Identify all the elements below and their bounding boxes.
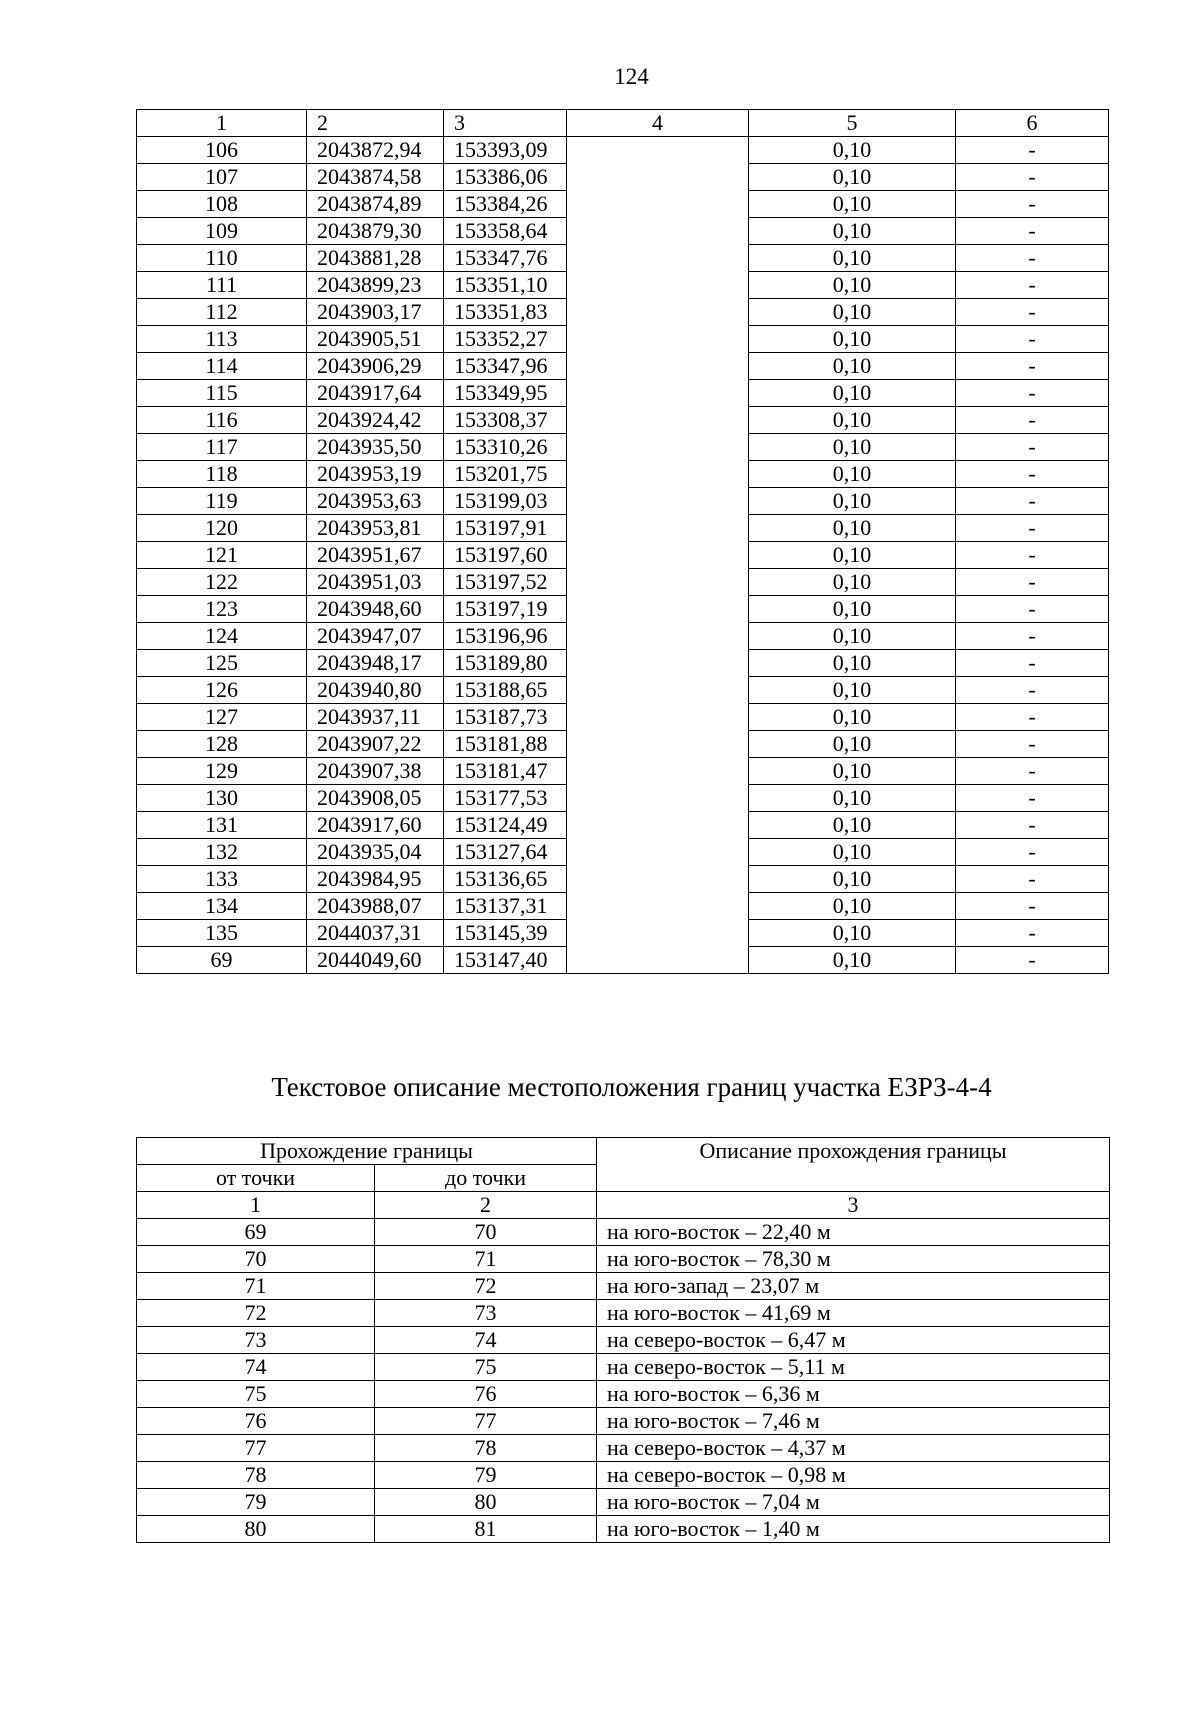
table-row <box>137 1462 1110 1489</box>
table-cell: 153310,26 <box>444 434 567 461</box>
table-cell <box>567 515 749 542</box>
coord-header-row <box>137 110 1109 137</box>
table-cell: 0,10 <box>749 785 956 812</box>
table-row <box>137 785 1109 812</box>
table-row <box>137 731 1109 758</box>
table-cell: 71 <box>137 1273 375 1300</box>
table-cell <box>567 380 749 407</box>
table-cell: 0,10 <box>749 569 956 596</box>
table-cell: 2043872,94 <box>307 137 444 164</box>
table-cell <box>567 353 749 380</box>
table-cell: 153197,52 <box>444 569 567 596</box>
table-row <box>137 353 1109 380</box>
table-cell: 153137,31 <box>444 893 567 920</box>
table-cell: - <box>956 461 1109 488</box>
table-cell: 153188,65 <box>444 677 567 704</box>
table-row <box>137 461 1109 488</box>
table-row <box>137 434 1109 461</box>
table-row <box>137 1381 1110 1408</box>
table-row <box>137 866 1109 893</box>
table-cell <box>567 245 749 272</box>
table-cell: - <box>956 245 1109 272</box>
table-cell: 153189,80 <box>444 650 567 677</box>
table-cell: 73 <box>375 1300 597 1327</box>
desc-header-row <box>137 1138 1110 1165</box>
table-cell: 153124,49 <box>444 812 567 839</box>
table-row <box>137 812 1109 839</box>
table-cell: 2043917,60 <box>307 812 444 839</box>
table-row <box>137 704 1109 731</box>
table-cell: 70 <box>137 1246 375 1273</box>
table-row <box>137 1219 1110 1246</box>
table-cell: 2043951,03 <box>307 569 444 596</box>
table-cell: 115 <box>137 380 307 407</box>
table-row <box>137 1246 1110 1273</box>
table-cell: 110 <box>137 245 307 272</box>
table-row <box>137 1408 1110 1435</box>
table-row <box>137 623 1109 650</box>
header-cell: 1 <box>137 110 307 137</box>
table-row <box>137 1273 1110 1300</box>
table-row <box>137 245 1109 272</box>
table-cell: 0,10 <box>749 893 956 920</box>
table-cell: - <box>956 164 1109 191</box>
table-cell <box>567 785 749 812</box>
header-boundary-passage: Прохождение границы <box>137 1138 597 1165</box>
table-row <box>137 299 1109 326</box>
table-row <box>137 164 1109 191</box>
table-cell: 2043988,07 <box>307 893 444 920</box>
table-cell <box>567 704 749 731</box>
table-cell: 130 <box>137 785 307 812</box>
table-cell: 109 <box>137 218 307 245</box>
table-cell: 2043907,38 <box>307 758 444 785</box>
table-cell: 0,10 <box>749 326 956 353</box>
table-cell: 153351,83 <box>444 299 567 326</box>
table-cell <box>567 947 749 974</box>
table-cell: 106 <box>137 137 307 164</box>
table-cell: 107 <box>137 164 307 191</box>
table-cell: 123 <box>137 596 307 623</box>
table-row <box>137 1489 1110 1516</box>
table-cell: - <box>956 812 1109 839</box>
table-cell: на северо-восток – 6,47 м <box>597 1327 1110 1354</box>
table-cell: 2043874,58 <box>307 164 444 191</box>
table-cell: - <box>956 785 1109 812</box>
table-cell: 0,10 <box>749 947 956 974</box>
table-cell: 78 <box>137 1462 375 1489</box>
table-cell: 153347,96 <box>444 353 567 380</box>
table-cell: 153177,53 <box>444 785 567 812</box>
table-cell: 0,10 <box>749 191 956 218</box>
table-row <box>137 326 1109 353</box>
table-cell: 153197,91 <box>444 515 567 542</box>
header-cell: 5 <box>749 110 956 137</box>
table-cell: - <box>956 569 1109 596</box>
colnum-cell: 2 <box>375 1192 597 1219</box>
table-cell: 80 <box>375 1489 597 1516</box>
table-cell: 2043948,17 <box>307 650 444 677</box>
table-cell: 2044037,31 <box>307 920 444 947</box>
table-cell: - <box>956 488 1109 515</box>
table-cell: 153145,39 <box>444 920 567 947</box>
table-cell: 153147,40 <box>444 947 567 974</box>
table-row <box>137 407 1109 434</box>
table-cell <box>567 461 749 488</box>
table-row <box>137 191 1109 218</box>
table-row <box>137 920 1109 947</box>
table-row <box>137 1327 1110 1354</box>
table-cell: - <box>956 758 1109 785</box>
table-cell: 69 <box>137 947 307 974</box>
table-cell: на юго-запад – 23,07 м <box>597 1273 1110 1300</box>
table-cell: 75 <box>375 1354 597 1381</box>
table-cell: 133 <box>137 866 307 893</box>
table-cell: 153351,10 <box>444 272 567 299</box>
table-row <box>137 272 1109 299</box>
table-cell: - <box>956 407 1109 434</box>
table-cell: 153197,19 <box>444 596 567 623</box>
table-cell: 79 <box>375 1462 597 1489</box>
table-cell: 2043908,05 <box>307 785 444 812</box>
table-cell <box>567 542 749 569</box>
table-row <box>137 839 1109 866</box>
table-cell: 2043905,51 <box>307 326 444 353</box>
table-cell: 128 <box>137 731 307 758</box>
table-cell: 2043935,50 <box>307 434 444 461</box>
table-cell: - <box>956 515 1109 542</box>
table-cell: 0,10 <box>749 272 956 299</box>
table-cell: на юго-восток – 6,36 м <box>597 1381 1110 1408</box>
table-cell <box>567 191 749 218</box>
table-cell: - <box>956 893 1109 920</box>
table-cell: 69 <box>137 1219 375 1246</box>
table-cell: - <box>956 353 1109 380</box>
table-cell: - <box>956 137 1109 164</box>
table-cell <box>567 488 749 515</box>
table-cell: 0,10 <box>749 407 956 434</box>
table-cell: 113 <box>137 326 307 353</box>
table-cell: 153358,64 <box>444 218 567 245</box>
table-cell <box>567 569 749 596</box>
table-cell: 2043906,29 <box>307 353 444 380</box>
table-cell: 0,10 <box>749 353 956 380</box>
table-cell: 125 <box>137 650 307 677</box>
table-cell: 0,10 <box>749 137 956 164</box>
table-cell: - <box>956 596 1109 623</box>
table-cell: 72 <box>137 1300 375 1327</box>
table-cell: 0,10 <box>749 380 956 407</box>
table-cell: 70 <box>375 1219 597 1246</box>
table-row <box>137 893 1109 920</box>
header-cell: 2 <box>307 110 444 137</box>
table-row <box>137 1516 1110 1543</box>
table-cell: 76 <box>137 1408 375 1435</box>
table-cell: - <box>956 326 1109 353</box>
header-boundary-description: Описание прохождения границы <box>597 1138 1110 1192</box>
table-row <box>137 137 1109 164</box>
table-cell <box>567 137 749 164</box>
table-cell: 2043953,19 <box>307 461 444 488</box>
table-cell: - <box>956 218 1109 245</box>
table-cell <box>567 866 749 893</box>
table-cell: на юго-восток – 78,30 м <box>597 1246 1110 1273</box>
table-cell: 124 <box>137 623 307 650</box>
table-cell: - <box>956 677 1109 704</box>
table-cell: 2043953,81 <box>307 515 444 542</box>
table-cell: 153136,65 <box>444 866 567 893</box>
table-cell: 153386,06 <box>444 164 567 191</box>
table-cell: 0,10 <box>749 245 956 272</box>
table-cell: - <box>956 272 1109 299</box>
table-cell: 2043948,60 <box>307 596 444 623</box>
desc-colnum-row <box>137 1192 1110 1219</box>
table-cell: 122 <box>137 569 307 596</box>
table-cell: 153308,37 <box>444 407 567 434</box>
table-cell: 72 <box>375 1273 597 1300</box>
table-cell <box>567 326 749 353</box>
table-cell: 2043917,64 <box>307 380 444 407</box>
table-cell <box>567 434 749 461</box>
table-cell <box>567 677 749 704</box>
table-cell: 79 <box>137 1489 375 1516</box>
table-cell: 0,10 <box>749 434 956 461</box>
table-cell: 135 <box>137 920 307 947</box>
table-cell: 153201,75 <box>444 461 567 488</box>
table-cell: 0,10 <box>749 704 956 731</box>
table-cell: - <box>956 191 1109 218</box>
table-cell: 74 <box>375 1327 597 1354</box>
table-cell: 0,10 <box>749 839 956 866</box>
table-cell: 0,10 <box>749 677 956 704</box>
table-cell: 2043879,30 <box>307 218 444 245</box>
table-row <box>137 488 1109 515</box>
table-cell: 153199,03 <box>444 488 567 515</box>
table-row <box>137 1435 1110 1462</box>
table-cell <box>567 164 749 191</box>
table-cell: 2043899,23 <box>307 272 444 299</box>
table-cell <box>567 731 749 758</box>
table-row <box>137 1300 1110 1327</box>
table-cell: 2043924,42 <box>307 407 444 434</box>
table-cell: на северо-восток – 5,11 м <box>597 1354 1110 1381</box>
table-row <box>137 515 1109 542</box>
table-cell <box>567 299 749 326</box>
table-cell: 81 <box>375 1516 597 1543</box>
table-cell: - <box>956 650 1109 677</box>
table-cell: 2043940,80 <box>307 677 444 704</box>
table-cell: - <box>956 920 1109 947</box>
table-cell <box>567 893 749 920</box>
table-cell: 114 <box>137 353 307 380</box>
table-cell: 0,10 <box>749 920 956 947</box>
table-cell: на юго-восток – 7,04 м <box>597 1489 1110 1516</box>
table-cell: 119 <box>137 488 307 515</box>
table-cell: 120 <box>137 515 307 542</box>
table-cell <box>567 812 749 839</box>
table-cell: 73 <box>137 1327 375 1354</box>
table-cell: - <box>956 299 1109 326</box>
table-cell: - <box>956 623 1109 650</box>
table-cell: 77 <box>137 1435 375 1462</box>
table-cell: 0,10 <box>749 731 956 758</box>
table-cell: 0,10 <box>749 623 956 650</box>
table-cell: 0,10 <box>749 542 956 569</box>
table-cell: 0,10 <box>749 650 956 677</box>
table-cell: 153196,96 <box>444 623 567 650</box>
table-row <box>137 569 1109 596</box>
table-cell <box>567 596 749 623</box>
table-cell: - <box>956 947 1109 974</box>
table-cell: 153127,64 <box>444 839 567 866</box>
header-cell: 4 <box>567 110 749 137</box>
table-cell: 153349,95 <box>444 380 567 407</box>
header-cell: 6 <box>956 110 1109 137</box>
table-row <box>137 596 1109 623</box>
table-cell: 117 <box>137 434 307 461</box>
table-cell: 0,10 <box>749 515 956 542</box>
table-cell: на юго-восток – 22,40 м <box>597 1219 1110 1246</box>
table-cell: 111 <box>137 272 307 299</box>
coordinates-table <box>136 109 1109 974</box>
table-cell: 77 <box>375 1408 597 1435</box>
table-cell: 153384,26 <box>444 191 567 218</box>
table-row <box>137 650 1109 677</box>
table-cell: 0,10 <box>749 461 956 488</box>
table-cell: на юго-восток – 7,46 м <box>597 1408 1110 1435</box>
table-cell: 116 <box>137 407 307 434</box>
table-cell: 153347,76 <box>444 245 567 272</box>
table-cell: 112 <box>137 299 307 326</box>
table-cell: - <box>956 542 1109 569</box>
table-cell: на юго-восток – 1,40 м <box>597 1516 1110 1543</box>
section-title: Текстовое описание местоположения границ участка ЕЗРЗ-4-4 <box>271 1072 992 1102</box>
table-cell: - <box>956 434 1109 461</box>
page-number: 124 <box>614 64 649 89</box>
table-cell: 2043951,67 <box>307 542 444 569</box>
table-cell <box>567 920 749 947</box>
table-row <box>137 947 1109 974</box>
table-cell: 71 <box>375 1246 597 1273</box>
table-cell: 126 <box>137 677 307 704</box>
table-cell: на юго-восток – 41,69 м <box>597 1300 1110 1327</box>
table-cell: 76 <box>375 1381 597 1408</box>
table-cell: - <box>956 839 1109 866</box>
table-cell: 2043874,89 <box>307 191 444 218</box>
table-row <box>137 218 1109 245</box>
table-cell: 118 <box>137 461 307 488</box>
table-cell <box>567 758 749 785</box>
table-cell: 0,10 <box>749 866 956 893</box>
table-cell: 0,10 <box>749 164 956 191</box>
table-cell: 0,10 <box>749 299 956 326</box>
table-cell: на северо-восток – 0,98 м <box>597 1462 1110 1489</box>
table-row <box>137 677 1109 704</box>
table-cell: 127 <box>137 704 307 731</box>
table-row <box>137 542 1109 569</box>
table-cell: 153187,73 <box>444 704 567 731</box>
table-cell: 2044049,60 <box>307 947 444 974</box>
table-cell: 0,10 <box>749 488 956 515</box>
table-cell: 75 <box>137 1381 375 1408</box>
table-cell: 0,10 <box>749 596 956 623</box>
table-cell: 2043881,28 <box>307 245 444 272</box>
table-cell: 0,10 <box>749 812 956 839</box>
header-from-point: от точки <box>137 1165 375 1192</box>
colnum-cell: 3 <box>597 1192 1110 1219</box>
table-cell: - <box>956 866 1109 893</box>
table-row <box>137 380 1109 407</box>
header-to-point: до точки <box>375 1165 597 1192</box>
table-cell: 153393,09 <box>444 137 567 164</box>
table-cell: 0,10 <box>749 758 956 785</box>
table-cell: 2043903,17 <box>307 299 444 326</box>
table-cell: 131 <box>137 812 307 839</box>
table-cell: 134 <box>137 893 307 920</box>
table-cell: - <box>956 704 1109 731</box>
table-cell: - <box>956 731 1109 758</box>
table-cell: 108 <box>137 191 307 218</box>
table-cell <box>567 839 749 866</box>
table-cell: 153181,47 <box>444 758 567 785</box>
table-cell: 2043984,95 <box>307 866 444 893</box>
table-row <box>137 758 1109 785</box>
table-cell <box>567 218 749 245</box>
table-cell: 2043947,07 <box>307 623 444 650</box>
colnum-cell: 1 <box>137 1192 375 1219</box>
table-cell <box>567 650 749 677</box>
table-cell <box>567 407 749 434</box>
table-cell: 2043907,22 <box>307 731 444 758</box>
header-cell: 3 <box>444 110 567 137</box>
table-cell: 121 <box>137 542 307 569</box>
table-cell: 129 <box>137 758 307 785</box>
table-cell: 153352,27 <box>444 326 567 353</box>
table-cell: на северо-восток – 4,37 м <box>597 1435 1110 1462</box>
table-row <box>137 1354 1110 1381</box>
table-cell: 80 <box>137 1516 375 1543</box>
table-cell <box>567 272 749 299</box>
boundary-description-table <box>136 1137 1110 1543</box>
table-cell: 2043937,11 <box>307 704 444 731</box>
table-cell: 78 <box>375 1435 597 1462</box>
table-cell: 153197,60 <box>444 542 567 569</box>
table-cell: 132 <box>137 839 307 866</box>
table-cell: 2043953,63 <box>307 488 444 515</box>
table-cell: 2043935,04 <box>307 839 444 866</box>
table-cell: 74 <box>137 1354 375 1381</box>
table-cell <box>567 623 749 650</box>
table-cell: 0,10 <box>749 218 956 245</box>
table-cell: - <box>956 380 1109 407</box>
table-cell: 153181,88 <box>444 731 567 758</box>
